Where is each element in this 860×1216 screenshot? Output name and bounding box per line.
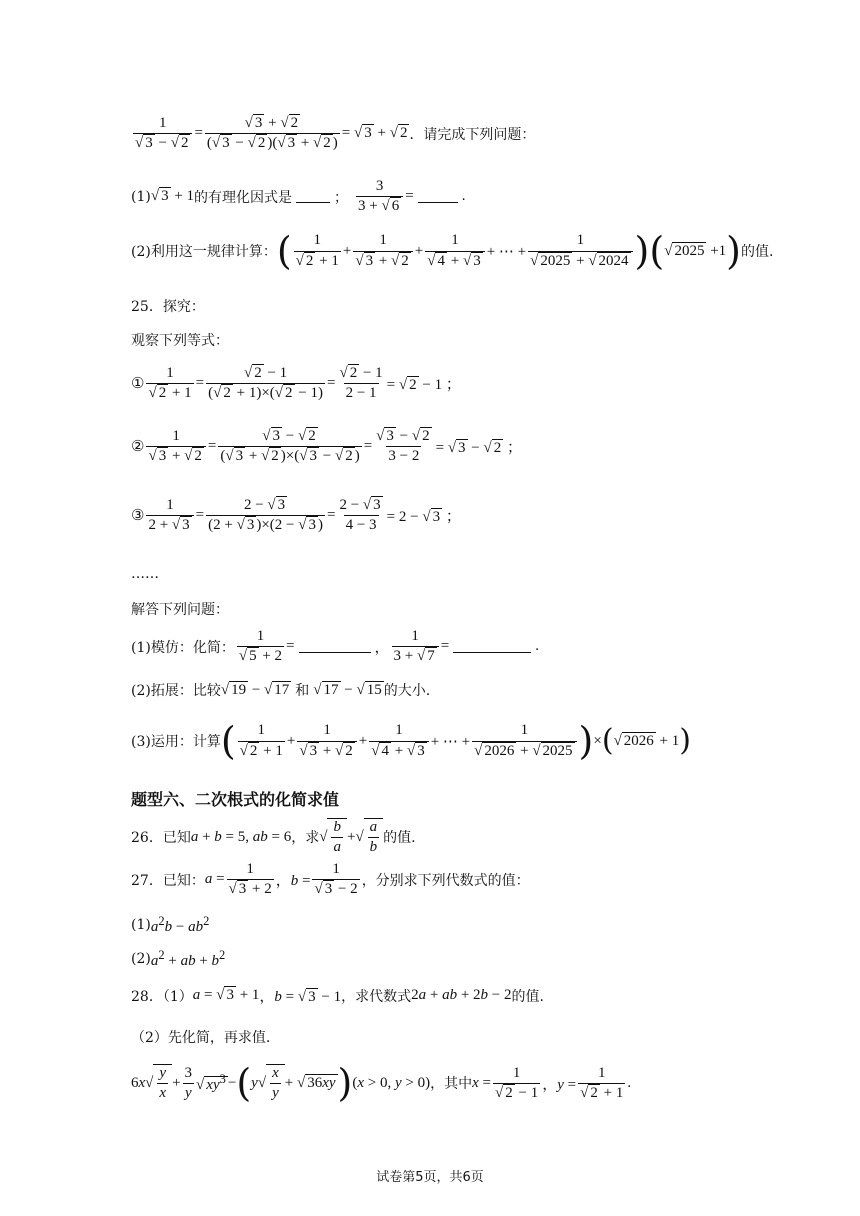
fraction: 1 √ 3 + √ 2 <box>353 232 412 270</box>
question-28-1: 28．（1） a = √ 3 + 1 ，b = √ 3 − 1 ，求代数式 2a + ab + 2b − 2 的值. <box>131 985 544 1006</box>
answer-blank[interactable] <box>296 190 330 203</box>
fraction: 1 √ 3 − √ 2 <box>133 115 192 153</box>
question-24-1: (1) √ 3 + 1 的有理化因式是 ； $\frac{3}{3 + √ 6}$ = . <box>131 178 465 216</box>
answer-prompt: 解答下列问题： <box>131 602 229 618</box>
formula-line-intro: 1 √ 3 − √ 2 = √ $\frac{3 + √ 2}{(√ 3 - √ 2 )(√ 3 + √ 2 )}$ = √ 3 + √ 2 ．请完成下列问题： <box>131 115 535 153</box>
question-25-2: (2)拓展：比较 √ 19 − √ 17 和 √ 17 − √ 15 的大小. <box>131 680 430 700</box>
equation-2: ② 1 √ 3 + √ 2 = √ $\frac{3 - √ 2}{(√ 3 + √ 2 )\times(√ 3 - √ 2 )}$ = √ $\frac{3 - √ 2}{3 - 2}$ = √ 3 − √ 2 ； <box>131 428 522 466</box>
question-25-1: (1)模仿：化简： 1 √ 5 + 2 = ， $\frac{1}{3 + √ 7}$ = . <box>131 628 539 666</box>
question-28-2: （2）先化简，再求值. <box>131 1030 271 1046</box>
instruction-text: ．请完成下列问题： <box>409 126 536 143</box>
question-27-2: (2) $a^2$ + ab + $b^2$ <box>131 948 226 969</box>
fraction: 1 √ 2025 + √ 2024 <box>528 232 632 270</box>
question-27-1: (1) $a^2b - ab^2$ <box>131 914 210 935</box>
equation-1: ① 1 √ 2 + 1 = √ $\frac{2 - 1}{(√ 2 + 1)\times(√ 2 - 1)}$ = √ $\frac{2 - 1}{2 - 1}$ = √ 2 − 1 ； <box>131 365 461 403</box>
question-27: 27．已知： a = 1 √ 3 + 2 ，b = 1 √ 3 − 2 ，分别求下列代数式的值： <box>131 861 530 899</box>
question-24-2: (2)利用这一规律计算： ( 1 √ 2 + 1 + 1 √ 3 + √ 2 + 1 √ 4 + √ 3 + ⋯ + 1 √ 2025 + √ 2024 ) ( √ 2025 +1 ) 的值. <box>131 232 773 270</box>
question-25-3: (3)运用：计算 ( 1 √ 2 + 1 + 1 √ 3 + √ 2 + 1 √ 4 + √ 3 + ⋯ + 1 √ 2026 + √ 2025 ) × ( √ 2026 + 1 ) <box>131 722 691 760</box>
answer-blank[interactable] <box>453 640 531 653</box>
fraction: $\frac{3}{3 + √ 6}$ <box>356 178 403 216</box>
question-28-2-formula: 6x √ $\frac{y}{x}$ + $\frac{3}{y}$ √ $xy^3$ − ( y √ $\frac{x}{y}$ + √ 36xy ) (x > 0, y > 0) ，其中 x = 1 √ 2 − 1 ，y = 1 √ 2 + 1 . <box>131 1064 631 1103</box>
answer-blank[interactable] <box>418 190 458 203</box>
observe-text: 观察下列等式： <box>131 333 229 349</box>
question-25-head: 25．探究： <box>131 299 205 315</box>
fraction: √ $\frac{3 + √ 2}{(√ 3 - √ 2 )(√ 3 + √ 2 )}$ <box>205 115 340 153</box>
answer-blank[interactable] <box>299 640 371 653</box>
fraction: 1 √ 2 + 1 <box>294 232 341 270</box>
question-26: 26．已知 a + b = 5, ab = 6 ，求 √ $\frac{b}{a}$ + √ $\frac{a}{b}$ 的值. <box>131 818 416 857</box>
fraction: 1 √ 4 + √ 3 <box>425 232 484 270</box>
page-footer: 试卷第5页，共6页 <box>376 1170 484 1185</box>
ellipsis: …… <box>131 566 159 582</box>
equation-3: ③ $\frac{1}{2 + √ 3}$ = $\frac{2 - √ 3}{(2 + √ 3 )\times(2 - √ 3 )}$ = $\frac{2 - √ 3}{4 - 3}$ = 2 − √ 3 ； <box>131 497 461 535</box>
section-heading: 题型六、二次根式的化简求值 <box>131 790 340 809</box>
